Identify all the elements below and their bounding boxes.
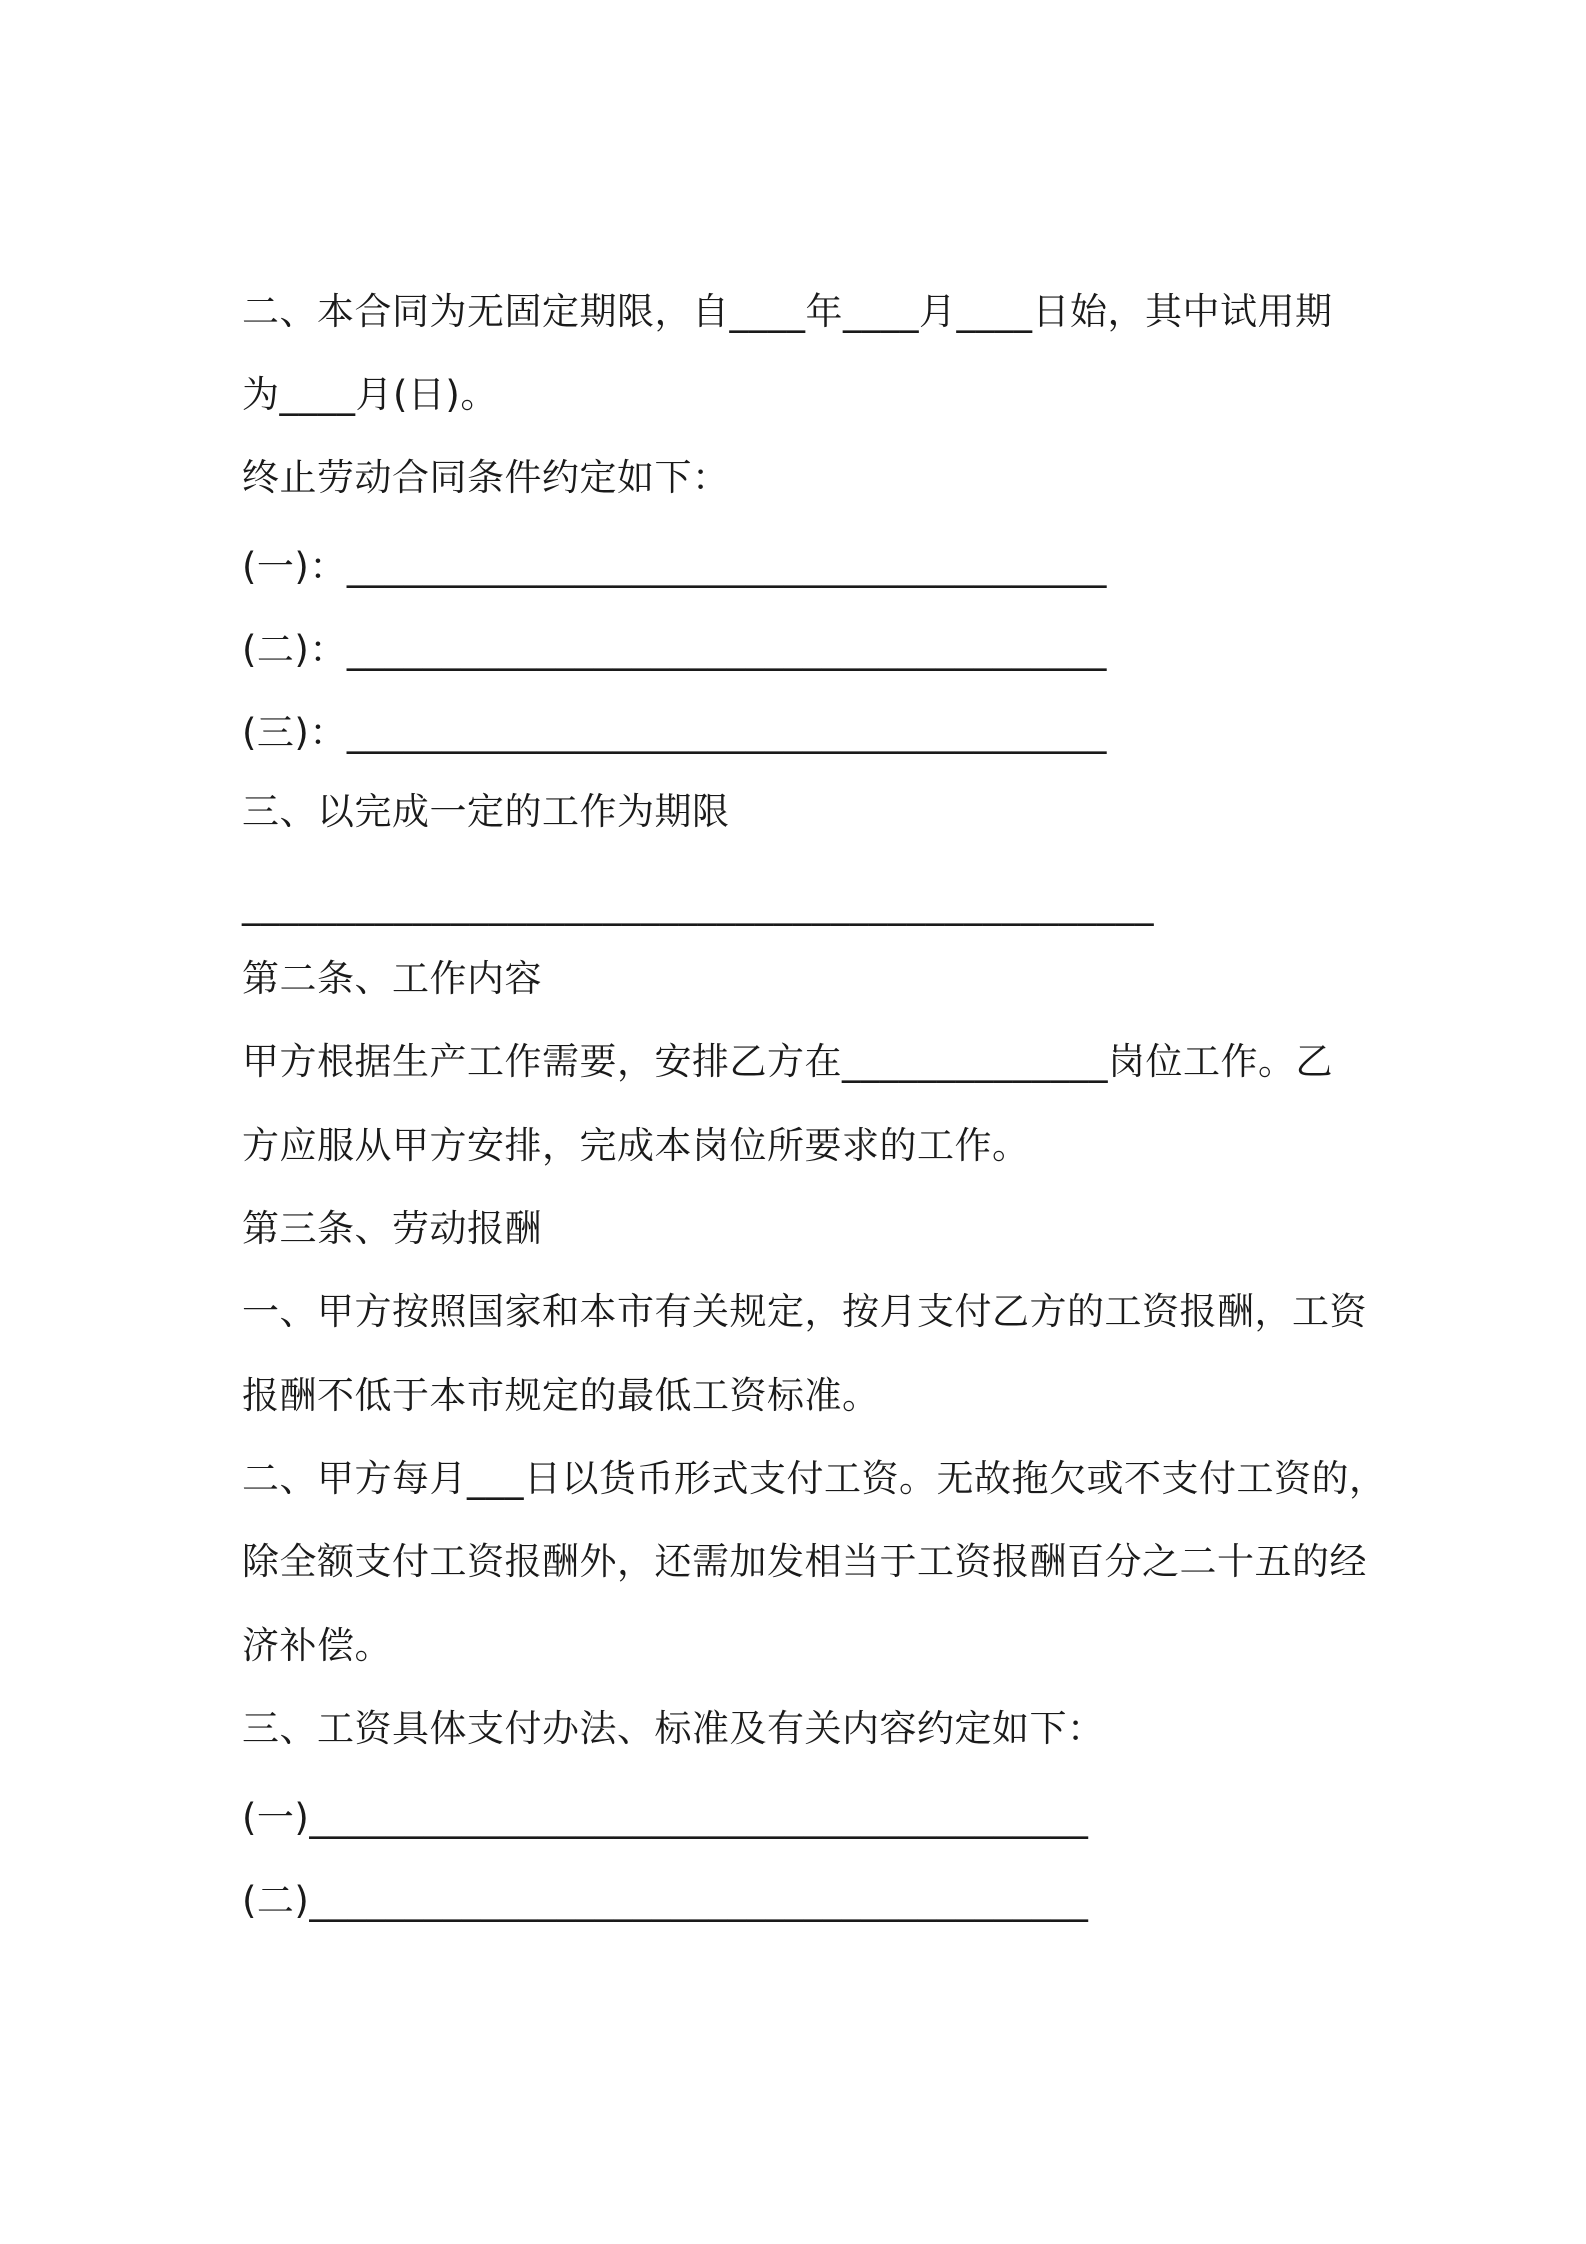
clause-2-fixed-term: 二、本合同为无固定期限，自____年____月____日始，其中试用期 — [242, 290, 1333, 333]
clause-3-task-term: 三、以完成一定的工作为期限 — [242, 790, 730, 833]
article-3-item-1-line-1: 一、甲方按照国家和本市有关规定，按月支付乙方的工资报酬，工资 — [242, 1290, 1367, 1333]
article-3-item-3-heading: 三、工资具体支付办法、标准及有关内容约定如下： — [242, 1707, 1105, 1750]
article-3-item-1-line-2: 报酬不低于本市规定的最低工资标准。 — [242, 1374, 880, 1417]
termination-condition-3: (三)：________________________________________ — [242, 711, 1107, 754]
article-3-item-2-line-2: 除全额支付工资报酬外，还需加发相当于工资报酬百分之二十五的经 — [242, 1540, 1367, 1583]
article-3-heading: 第三条、劳动报酬 — [242, 1207, 542, 1250]
article-2-text-1: 甲方根据生产工作需要，安排乙方在______________岗位工作。乙 — [242, 1040, 1333, 1083]
article-3-item-2-line-3: 济补偿。 — [242, 1624, 392, 1667]
termination-condition-1: (一)：________________________________________ — [242, 545, 1107, 588]
article-3-item-3-sub-2: (二)_________________________________________ — [242, 1879, 1089, 1922]
termination-condition-2: (二)：________________________________________ — [242, 628, 1107, 671]
article-2-heading: 第二条、工作内容 — [242, 957, 542, 1000]
termination-conditions-heading: 终止劳动合同条件约定如下： — [242, 456, 730, 499]
article-2-text-2: 方应服从甲方安排，完成本岗位所要求的工作。 — [242, 1124, 1030, 1167]
article-3-item-2-line-1: 二、甲方每月___日以货币形式支付工资。无故拖欠或不支付工资的， — [242, 1457, 1387, 1500]
clause-3-blank-line: ________________________________________________ — [242, 883, 1154, 926]
clause-2-probation: 为____月(日)。 — [242, 373, 498, 416]
article-3-item-3-sub-1: (一)_________________________________________ — [242, 1796, 1089, 1839]
